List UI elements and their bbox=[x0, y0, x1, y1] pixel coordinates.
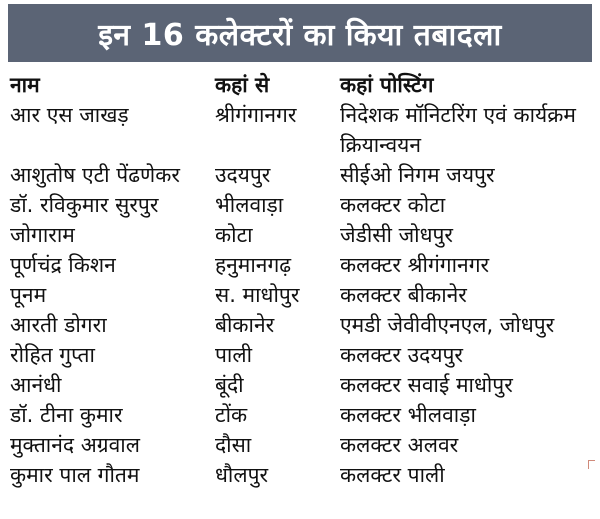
cell-from: धौलपुर bbox=[215, 463, 269, 487]
cell-name: जोगाराम bbox=[10, 223, 75, 247]
cell-name: आशुतोष एटी पेंढणेकर bbox=[10, 163, 180, 187]
title-banner bbox=[8, 4, 592, 62]
cell-posting: एमडी जेवीवीएनएल, जोधपुर bbox=[340, 313, 555, 337]
cell-from: बूंदी bbox=[215, 373, 244, 397]
cell-posting: कलक्टर पाली bbox=[340, 463, 445, 487]
cell-posting: कलक्टर भीलवाड़ा bbox=[340, 403, 476, 427]
cell-from: बीकानेर bbox=[215, 313, 275, 337]
header-posting: कहां पोस्टिंग bbox=[340, 73, 434, 97]
cell-name: डॉ. रविकुमार सुरपुर bbox=[10, 193, 159, 217]
table-row bbox=[10, 100, 590, 160]
cell-from: भीलवाड़ा bbox=[215, 193, 284, 217]
cell-from: उदयपुर bbox=[215, 163, 271, 187]
table-row bbox=[10, 370, 590, 400]
cell-name: मुक्तानंद अग्रवाल bbox=[10, 433, 140, 457]
cell-from: हनुमानगढ़ bbox=[215, 253, 292, 277]
header-from: कहां से bbox=[215, 73, 270, 97]
cell-posting: कलक्टर सवाई माधोपुर bbox=[340, 373, 513, 397]
page-title: इन 16 कलेक्टरों का किया तबादला bbox=[98, 17, 502, 53]
table-row bbox=[10, 430, 590, 460]
cell-posting: जेडीसी जोधपुर bbox=[340, 223, 454, 247]
cell-name: पूनम bbox=[10, 283, 47, 307]
cell-posting: निदेशक मॉनिटरिंग एवं कार्यक्रम क्रियान्वयन bbox=[340, 103, 576, 157]
cell-name: आरती डोगरा bbox=[10, 313, 107, 337]
table-row bbox=[10, 190, 590, 220]
cell-name: कुमार पाल गौतम bbox=[10, 463, 140, 487]
cell-name: पूर्णचंद्र किशन bbox=[10, 253, 116, 277]
table-header bbox=[10, 70, 590, 100]
cell-from: दौसा bbox=[215, 433, 252, 457]
table-row bbox=[10, 250, 590, 280]
cell-from: कोटा bbox=[215, 223, 253, 247]
cell-posting: सीईओ निगम जयपुर bbox=[340, 163, 495, 187]
cell-posting: कलक्टर श्रीगंगानगर bbox=[340, 253, 490, 277]
cell-name: आनंधी bbox=[10, 373, 62, 397]
cell-name: आर एस जाखड़ bbox=[10, 103, 129, 127]
table-row bbox=[10, 400, 590, 430]
cell-from: टोंक bbox=[215, 403, 248, 427]
corner-mark bbox=[588, 460, 595, 469]
cell-from: श्रीगंगानगर bbox=[215, 103, 297, 127]
table-row bbox=[10, 160, 590, 190]
table-row bbox=[10, 310, 590, 340]
transfer-table bbox=[10, 70, 590, 490]
cell-from: पाली bbox=[215, 343, 253, 367]
cell-name: डॉ. टीना कुमार bbox=[10, 403, 123, 427]
cell-posting: कलक्टर बीकानेर bbox=[340, 283, 467, 307]
cell-name: रोहित गुप्ता bbox=[10, 343, 95, 367]
cell-from: स. माधोपुर bbox=[215, 283, 300, 307]
table-row bbox=[10, 340, 590, 370]
table-row bbox=[10, 220, 590, 250]
cell-posting: कलक्टर कोटा bbox=[340, 193, 446, 217]
cell-posting: कलक्टर उदयपुर bbox=[340, 343, 464, 367]
table-row bbox=[10, 460, 590, 490]
cell-posting: कलक्टर अलवर bbox=[340, 433, 459, 457]
table-row bbox=[10, 280, 590, 310]
header-name: नाम bbox=[10, 73, 40, 97]
